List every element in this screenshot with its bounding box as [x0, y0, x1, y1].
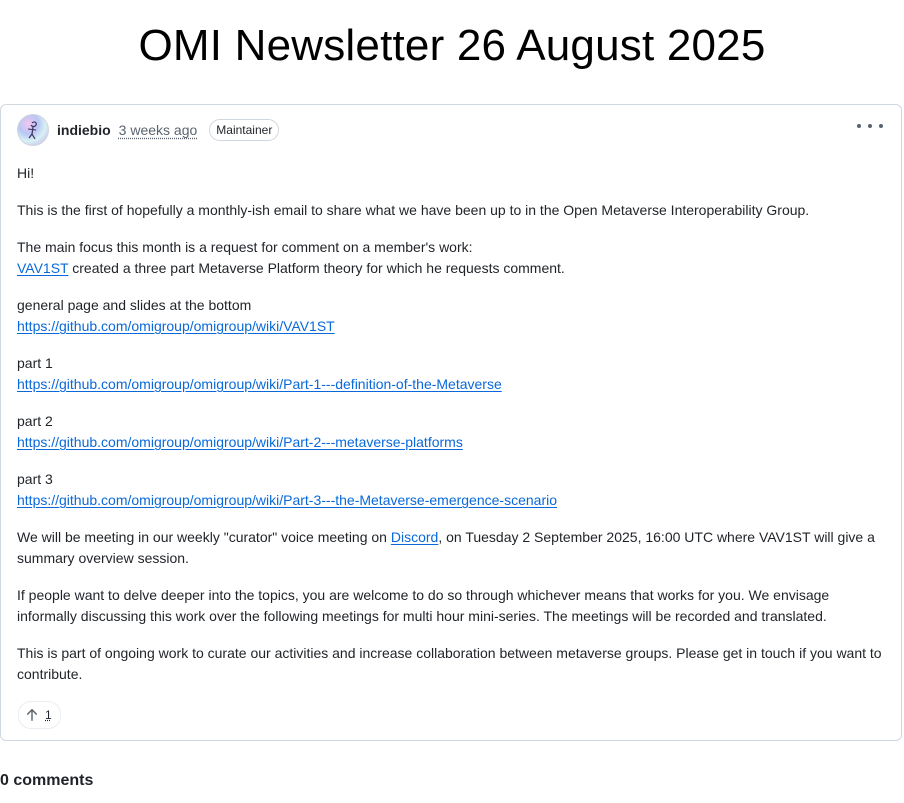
vav1st-description: created a three part Metaverse Platform theory for which he requests comment.	[68, 260, 565, 276]
upvote-button[interactable]	[18, 701, 61, 729]
greeting-text: Hi!	[17, 165, 35, 181]
post-body	[17, 163, 887, 701]
focus-text: The main focus this month is a request for comment on a member's work:	[17, 239, 473, 255]
page-title: OMI Newsletter 26 August 2025	[138, 21, 766, 70]
avatar-figure-icon	[18, 115, 49, 146]
part3-paragraph	[17, 469, 887, 511]
part2-paragraph	[17, 411, 887, 453]
general-paragraph	[17, 295, 887, 337]
part3-label: part 3	[17, 471, 53, 487]
meeting-text-pre: We will be meeting in our weekly "curator" voice meeting on	[17, 529, 391, 545]
part3-link[interactable]: https://github.com/omigroup/omigroup/wiki/Part-3---the-Metaverse-emergence-scenario	[17, 492, 557, 508]
upvote-count: 1	[45, 708, 52, 722]
discussion-post	[0, 104, 902, 741]
part1-label: part 1	[17, 355, 53, 371]
delve-paragraph: If people want to delve deeper into the topics, you are welcome to do so through whichever means that works for you. We envisage informally discussing this work over the following meetings for multi hour mini-series. The meetings will be recorded and translated.	[17, 587, 830, 624]
vav1st-link[interactable]: VAV1ST	[17, 260, 69, 276]
kebab-horizontal-icon	[857, 124, 861, 128]
more-options-button[interactable]	[857, 117, 883, 135]
intro-text: This is the first of hopefully a monthly-ish email to share what we have been up to in the Open Metaverse Interoperability Group.	[17, 202, 810, 218]
focus-paragraph	[17, 237, 887, 279]
general-page-link[interactable]: https://github.com/omigroup/omigroup/wiki/VAV1ST	[17, 318, 335, 334]
maintainer-badge: Maintainer	[209, 119, 279, 141]
meeting-paragraph	[17, 527, 887, 569]
part1-paragraph	[17, 353, 887, 395]
post-header	[17, 113, 279, 147]
comments-heading: 0 comments	[0, 772, 94, 789]
ongoing-paragraph: This is part of ongoing work to curate our activities and increase collaboration between metaverse groups. Please get in touch if you want to contribute.	[17, 645, 882, 682]
discord-link[interactable]: Discord	[390, 529, 439, 545]
part2-link[interactable]: https://github.com/omigroup/omigroup/wiki/Part-2---metaverse-platforms	[17, 434, 463, 450]
meeting-text-post: , on Tuesday 2 September 2025, 16:00 UTC where VAV1ST will give a summary overview session.	[17, 529, 875, 566]
general-label: general page and slides at the bottom	[17, 297, 252, 313]
part1-link[interactable]: https://github.com/omigroup/omigroup/wiki/Part-1---definition-of-the-Metaverse	[17, 376, 502, 392]
author-name[interactable]: indiebio	[57, 122, 111, 138]
part2-label: part 2	[17, 413, 53, 429]
arrow-up-icon	[25, 708, 39, 722]
avatar[interactable]	[17, 114, 49, 146]
post-timestamp[interactable]: 3 weeks ago	[118, 122, 198, 138]
